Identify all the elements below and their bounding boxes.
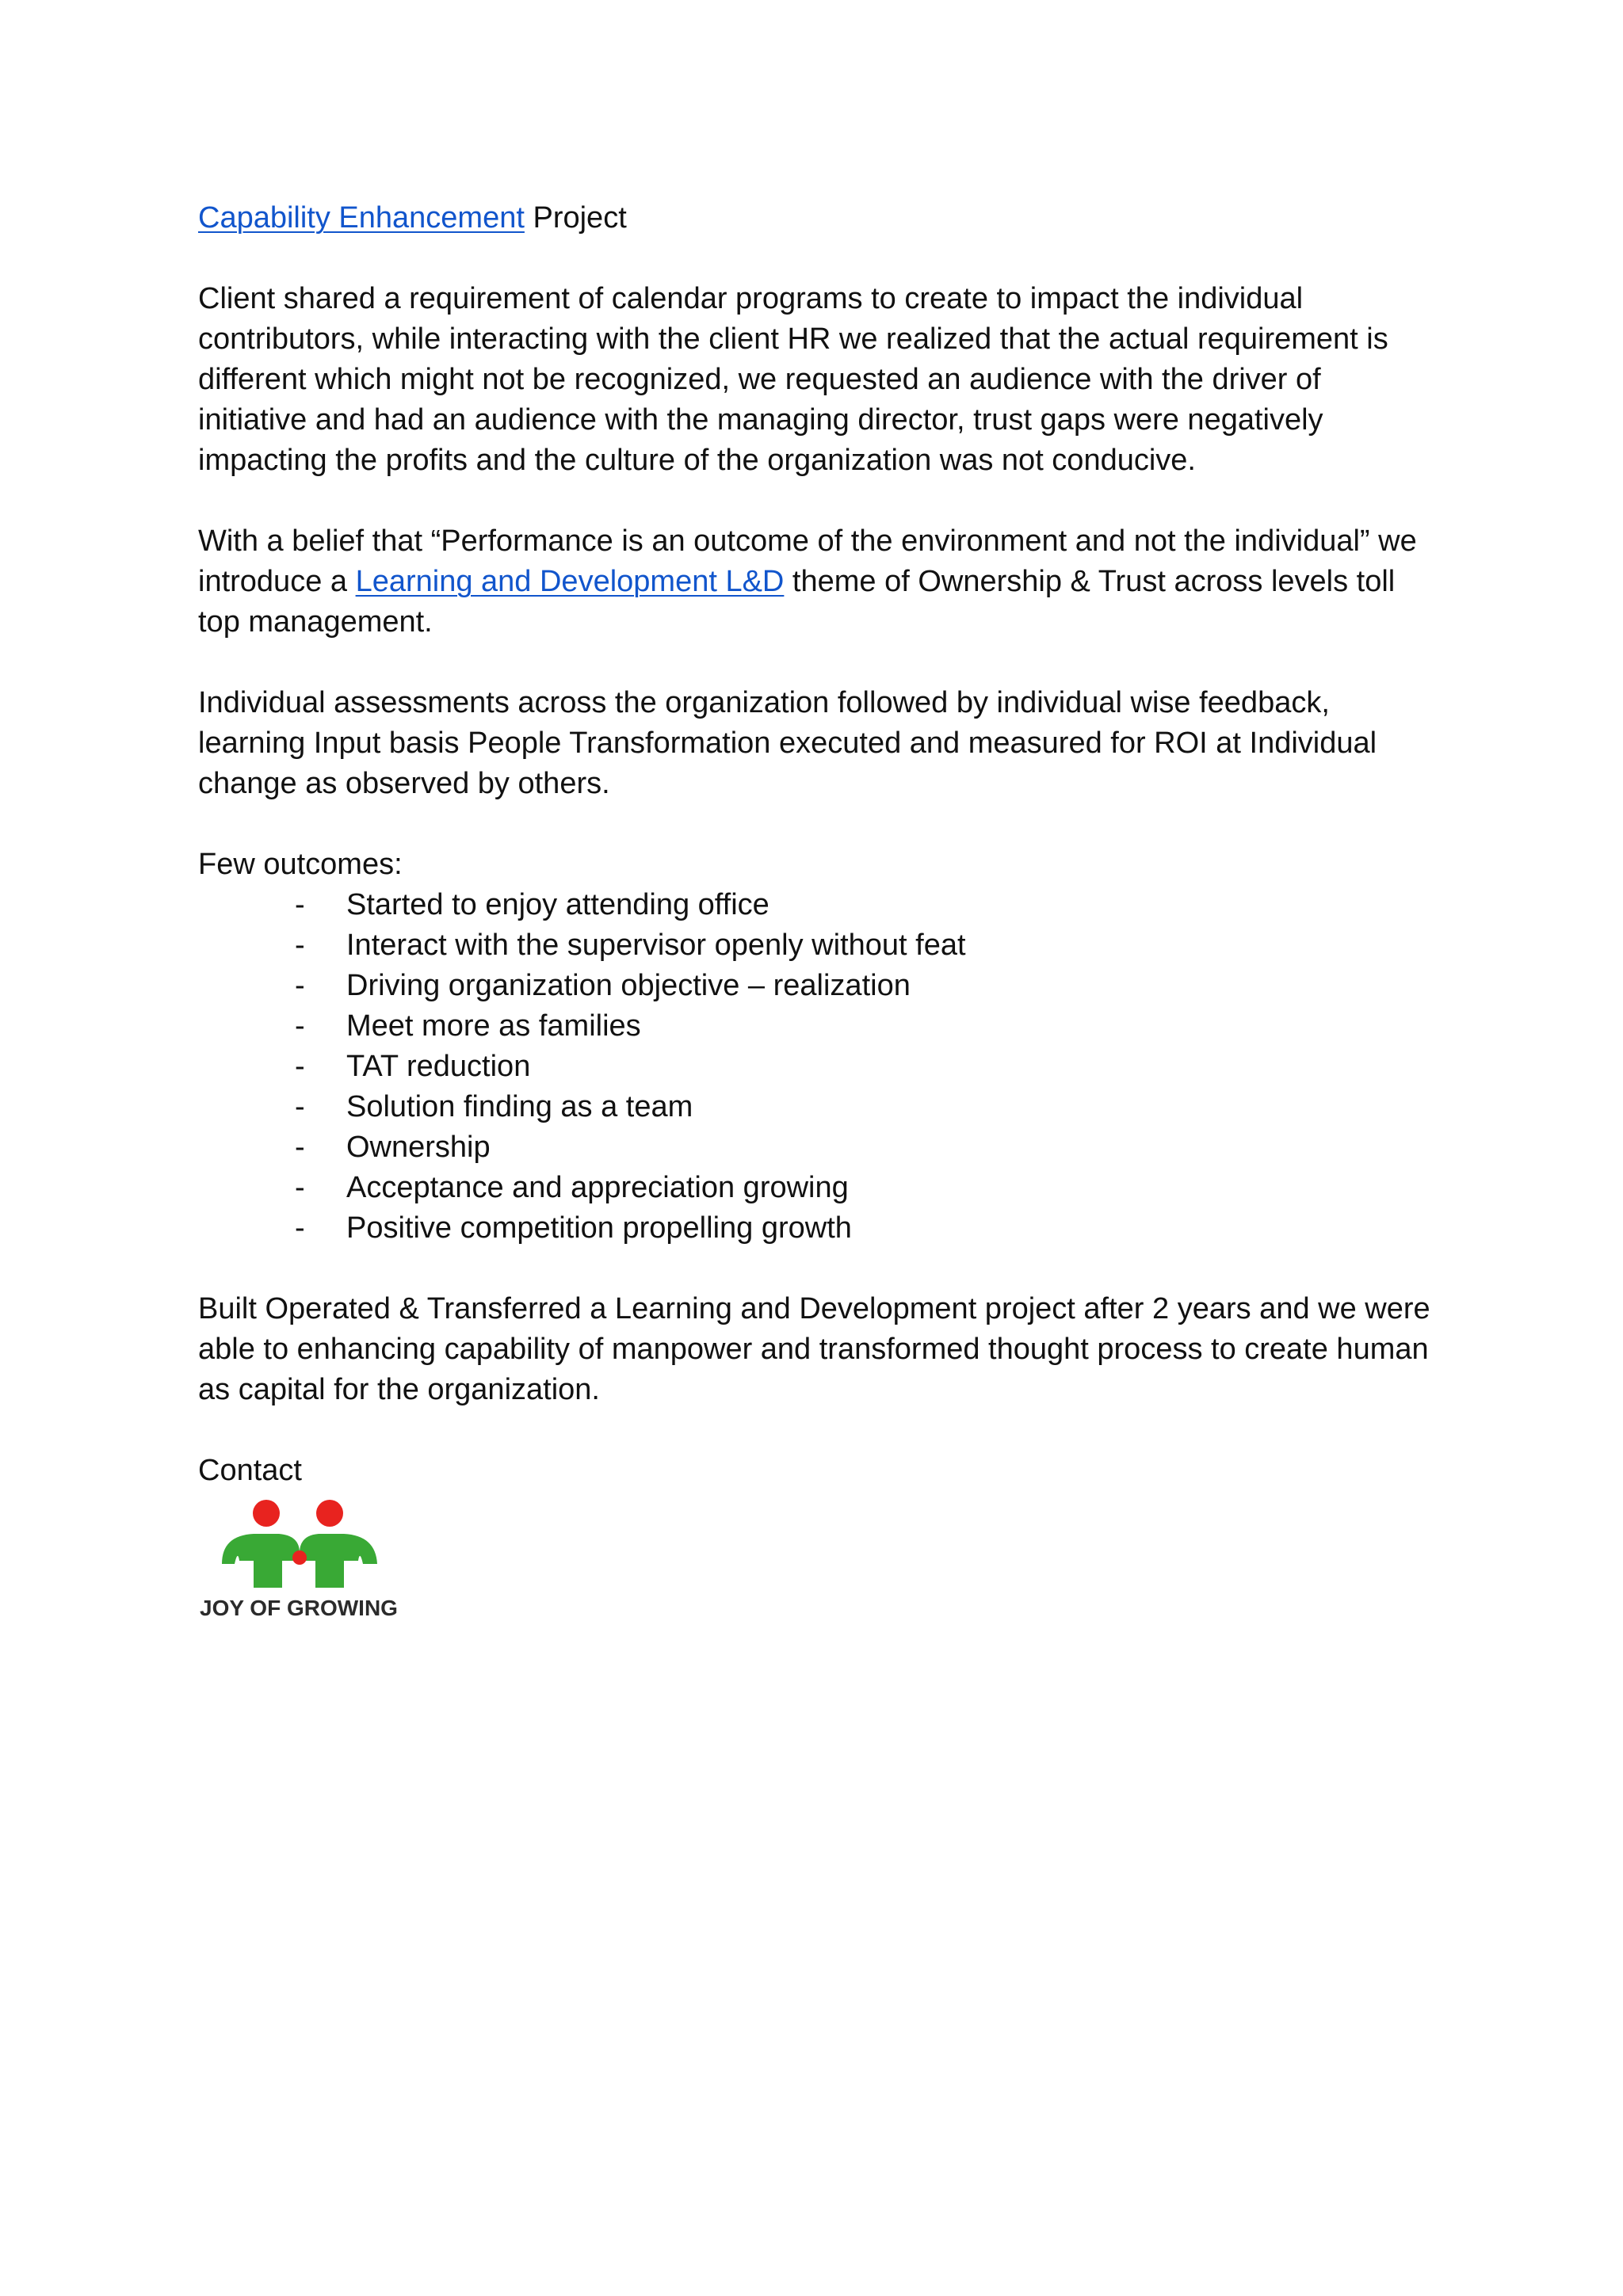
outcome-text: Acceptance and appreciation growing [346, 1171, 849, 1204]
outcome-item [198, 1168, 1434, 1208]
logo-figures-icon [198, 1494, 404, 1597]
outcome-item [198, 1047, 1434, 1087]
outcome-item [198, 925, 1434, 966]
learning-development-link[interactable]: Learning and Development L&D [355, 565, 785, 598]
outcome-item [198, 966, 1434, 1006]
paragraph-requirement: Client shared a requirement of calendar programs to create to impact the individual contributors, while interacting with the client HR we realized that the actual requirement is different which might not be recognized, we requested an audience with the driver of initiative and had an audience with the managing director, trust gaps were negatively impacting the profits and the culture of the organization was not conducive. [198, 282, 1388, 477]
outcome-bullet: - [295, 969, 305, 1002]
outcome-text: Interact with the supervisor openly without feat [346, 929, 966, 962]
outcome-text: Started to enjoy attending office [346, 888, 769, 921]
outcome-item [198, 1006, 1434, 1047]
belief-text-after: theme of Ownership & Trust across levels toll top management. [198, 565, 1396, 639]
outcome-bullet: - [295, 1171, 305, 1204]
outcome-text: Ownership [346, 1131, 491, 1164]
outcome-bullet: - [295, 929, 305, 962]
outcome-bullet: - [295, 1211, 305, 1245]
paragraph-belief [198, 521, 1434, 643]
outcome-text: Positive competition propelling growth [346, 1211, 852, 1245]
logo-head-left [253, 1500, 280, 1527]
contact-label: Contact [198, 1454, 302, 1487]
logo-text: JOY OF GROWING [200, 1596, 398, 1620]
capability-enhancement-link[interactable]: Capability Enhancement [198, 201, 525, 235]
logo-body-right [300, 1534, 377, 1588]
outcomes-heading: Few outcomes: [198, 848, 403, 881]
title-rest: Project [524, 201, 627, 235]
logo-hands [292, 1550, 307, 1565]
outcome-bullet: - [295, 1009, 305, 1043]
outcome-item [198, 885, 1434, 925]
outcome-bullet: - [295, 888, 305, 921]
paragraph-built-operated: Built Operated & Transferred a Learning and Development project after 2 years and we were able to enhancing capability of manpower and transformed thought process to create human as capital for the organization. [198, 1292, 1430, 1406]
outcome-item [198, 1208, 1434, 1249]
outcome-text: Driving organization objective – realization [346, 969, 911, 1002]
outcome-bullet: - [295, 1050, 305, 1083]
logo-head-right [316, 1500, 343, 1527]
document-page [198, 198, 1434, 1629]
outcome-text: Solution finding as a team [346, 1090, 693, 1123]
outcome-text: Meet more as families [346, 1009, 641, 1043]
outcome-item [198, 1087, 1434, 1127]
belief-text-before: With a belief that “Performance is an outcome of the environment and not the individual” we introduce a [198, 524, 1417, 598]
document-title [198, 198, 1434, 238]
outcome-bullet: - [295, 1090, 305, 1123]
outcomes-list [198, 885, 1434, 1249]
paragraph-assessments: Individual assessments across the organization followed by individual wise feedback, learning Input basis People Transformation executed and measured for ROI at Individual change as observed by others. [198, 686, 1377, 800]
joy-of-growing-logo [198, 1494, 404, 1629]
outcome-item [198, 1127, 1434, 1168]
outcome-text: TAT reduction [346, 1050, 531, 1083]
outcome-bullet: - [295, 1131, 305, 1164]
logo-body-left [222, 1534, 300, 1588]
